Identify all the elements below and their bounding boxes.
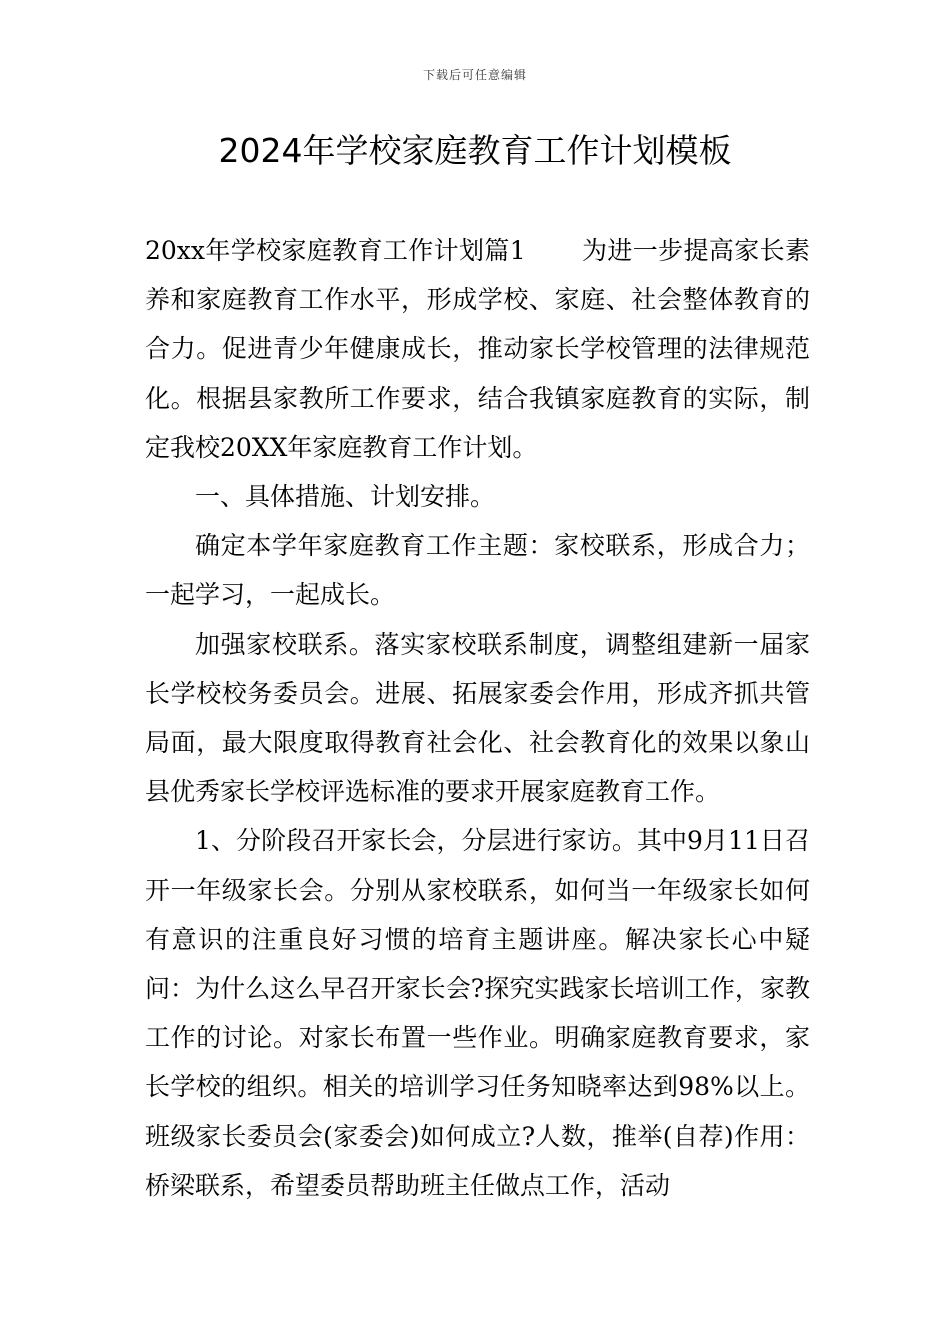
paragraph-home-school-contact: 加强家校联系。落实家校联系制度，调整组建新一届家长学校校务委员会。进展、拓展家委会作用，形成齐抓共管局面，最大限度取得教育社会化、社会教育化的效果以象山县优秀家长学校评选标准的要求开展家庭教育工作。 — [145, 629, 810, 807]
intro-text: 为进一步提高家长素养和家庭教育工作水平，形成学校、家庭、社会整体教育的合力。促进青少年健康成长，推动家长学校管理的法律规范化。根据县家教所工作要求，结合我镇家庭教育的实际，制定我校20XX年家庭教育工作计划。 — [145, 236, 810, 462]
intro-paragraph — [145, 226, 810, 472]
header-note: 下载后可任意编辑 — [422, 68, 527, 82]
paragraph-measures-heading: 一、具体措施、计划安排。 — [195, 482, 496, 512]
document-body — [145, 226, 810, 1210]
paragraph-theme: 确定本学年家庭教育工作主题：家校联系，形成合力；一起学习，一起成长。 — [145, 531, 810, 610]
document-title: 2024年学校家庭教育工作计划模板 — [218, 131, 732, 170]
intro-lead: 20xx年学校家庭教育工作计划篇1 — [145, 236, 526, 265]
paragraph-parent-meetings: 1、分阶段召开家长会，分层进行家访。其中9月11日召开一年级家长会。分别从家校联系，如何当一年级家长如何有意识的注重良好习惯的培育主题讲座。解决家长心中疑问：为什么这么早召开家长会?探究实践家长培训工作，家教工作的讨论。对家长布置一些作业。明确家庭教育要求，家长学校的组织。相关的培训学习任务知晓率达到98%以上。班级家长委员会(家委会)如何成立?人数，推举(自荐)作用：桥梁联系，希望委员帮助班主任做点工作，活动 — [145, 826, 810, 1200]
